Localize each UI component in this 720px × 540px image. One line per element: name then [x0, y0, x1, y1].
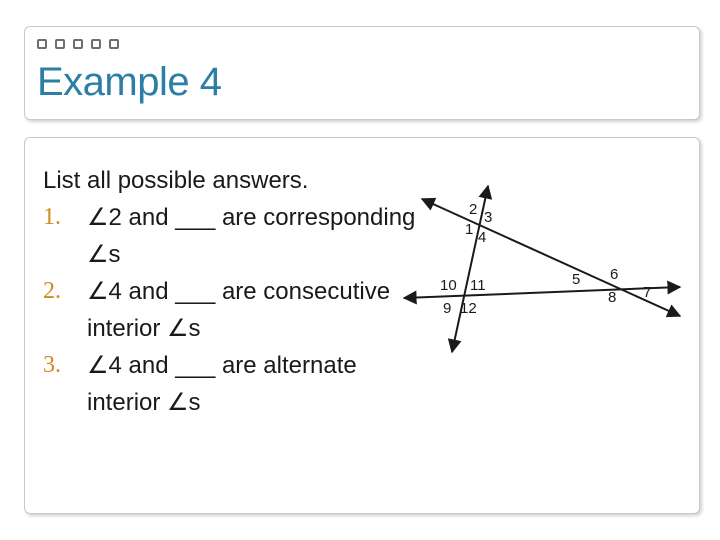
- question-number: 3.: [43, 352, 61, 378]
- angle-label-11: 11: [470, 277, 486, 294]
- question-text: ∠4 and ___ are consecutive interior ∠s: [87, 278, 391, 342]
- angle-label-4: 4: [478, 229, 487, 246]
- angle-label-12: 12: [460, 300, 477, 317]
- instructions: List all possible answers.: [43, 167, 309, 194]
- angle-label-5: 5: [572, 271, 581, 288]
- slide-title: Example 4: [37, 60, 222, 104]
- angle-label-3: 3: [484, 209, 493, 226]
- question-number: 2.: [43, 278, 61, 304]
- line-upper-diagonal: [422, 199, 680, 316]
- angle-label-6: 6: [610, 266, 619, 283]
- angle-label-2: 2: [469, 201, 478, 218]
- angle-label-10: 10: [440, 277, 457, 294]
- angle-label-9: 9: [443, 300, 452, 317]
- question-number: 1.: [43, 204, 61, 230]
- question-text: ∠4 and ___ are alternate interior ∠s: [87, 352, 357, 416]
- angle-label-8: 8: [608, 289, 617, 306]
- question-text: ∠2 and ___ are corresponding ∠s: [87, 204, 416, 268]
- angle-label-1: 1: [465, 221, 474, 238]
- angle-label-7: 7: [643, 284, 652, 301]
